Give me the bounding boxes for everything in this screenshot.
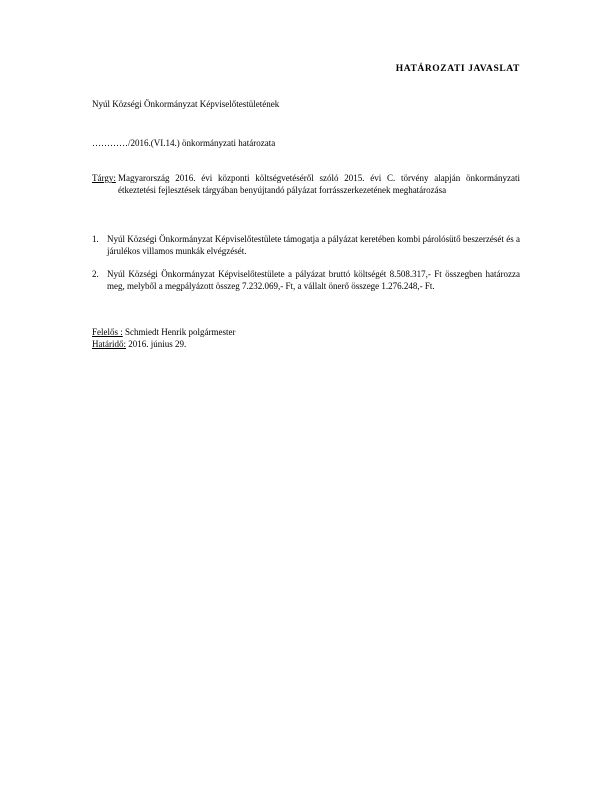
- decision-text: Nyúl Községi Önkormányzat Képviselőtestülete támogatja a pályázat keretében kombi párolósütő beszerzését és a járulékos villamos munkák elvégzését.: [107, 234, 520, 256]
- subject-label: Tárgy:: [92, 173, 116, 183]
- recipient-line: Nyúl Községi Önkormányzat Képviselőtestületének: [92, 99, 280, 109]
- responsible-row: [92, 326, 520, 338]
- footer-section: [92, 326, 520, 350]
- responsible-value: Schmiedt Henrik polgármester: [125, 327, 236, 337]
- document-title: HATÁROZATI JAVASLAT: [395, 64, 520, 74]
- decision-number: 2.: [92, 269, 99, 279]
- subject-section: [92, 172, 520, 196]
- decision-number: 1.: [92, 234, 99, 244]
- deadline-value: 2016. június 29.: [128, 339, 187, 349]
- deadline-row: [92, 338, 520, 350]
- resolution-number: …………/2016.(VI.14.) önkormányzati határozata: [92, 138, 276, 148]
- responsible-label: Felelős :: [92, 327, 123, 337]
- decision-list: [92, 233, 520, 303]
- decision-item: [92, 233, 520, 257]
- subject-text: Magyarország 2016. évi központi költségvetéséről szóló 2015. évi C. törvény alapján önkormányzati étkeztetési fejlesztések tárgyában benyújtandó pályázat forrásszerkezetének meghatározása: [118, 173, 520, 195]
- decision-text: Nyúl Községi Önkormányzat Képviselőtestülete a pályázat bruttó költségét 8.508.317,- Ft összegben határozza meg, melyből a megpályázott összeg 7.232.069,- Ft, a vállalt önerő összege 1.276.248,- Ft.: [107, 269, 520, 291]
- decision-item: [92, 268, 520, 292]
- deadline-label: Határidő:: [92, 339, 126, 349]
